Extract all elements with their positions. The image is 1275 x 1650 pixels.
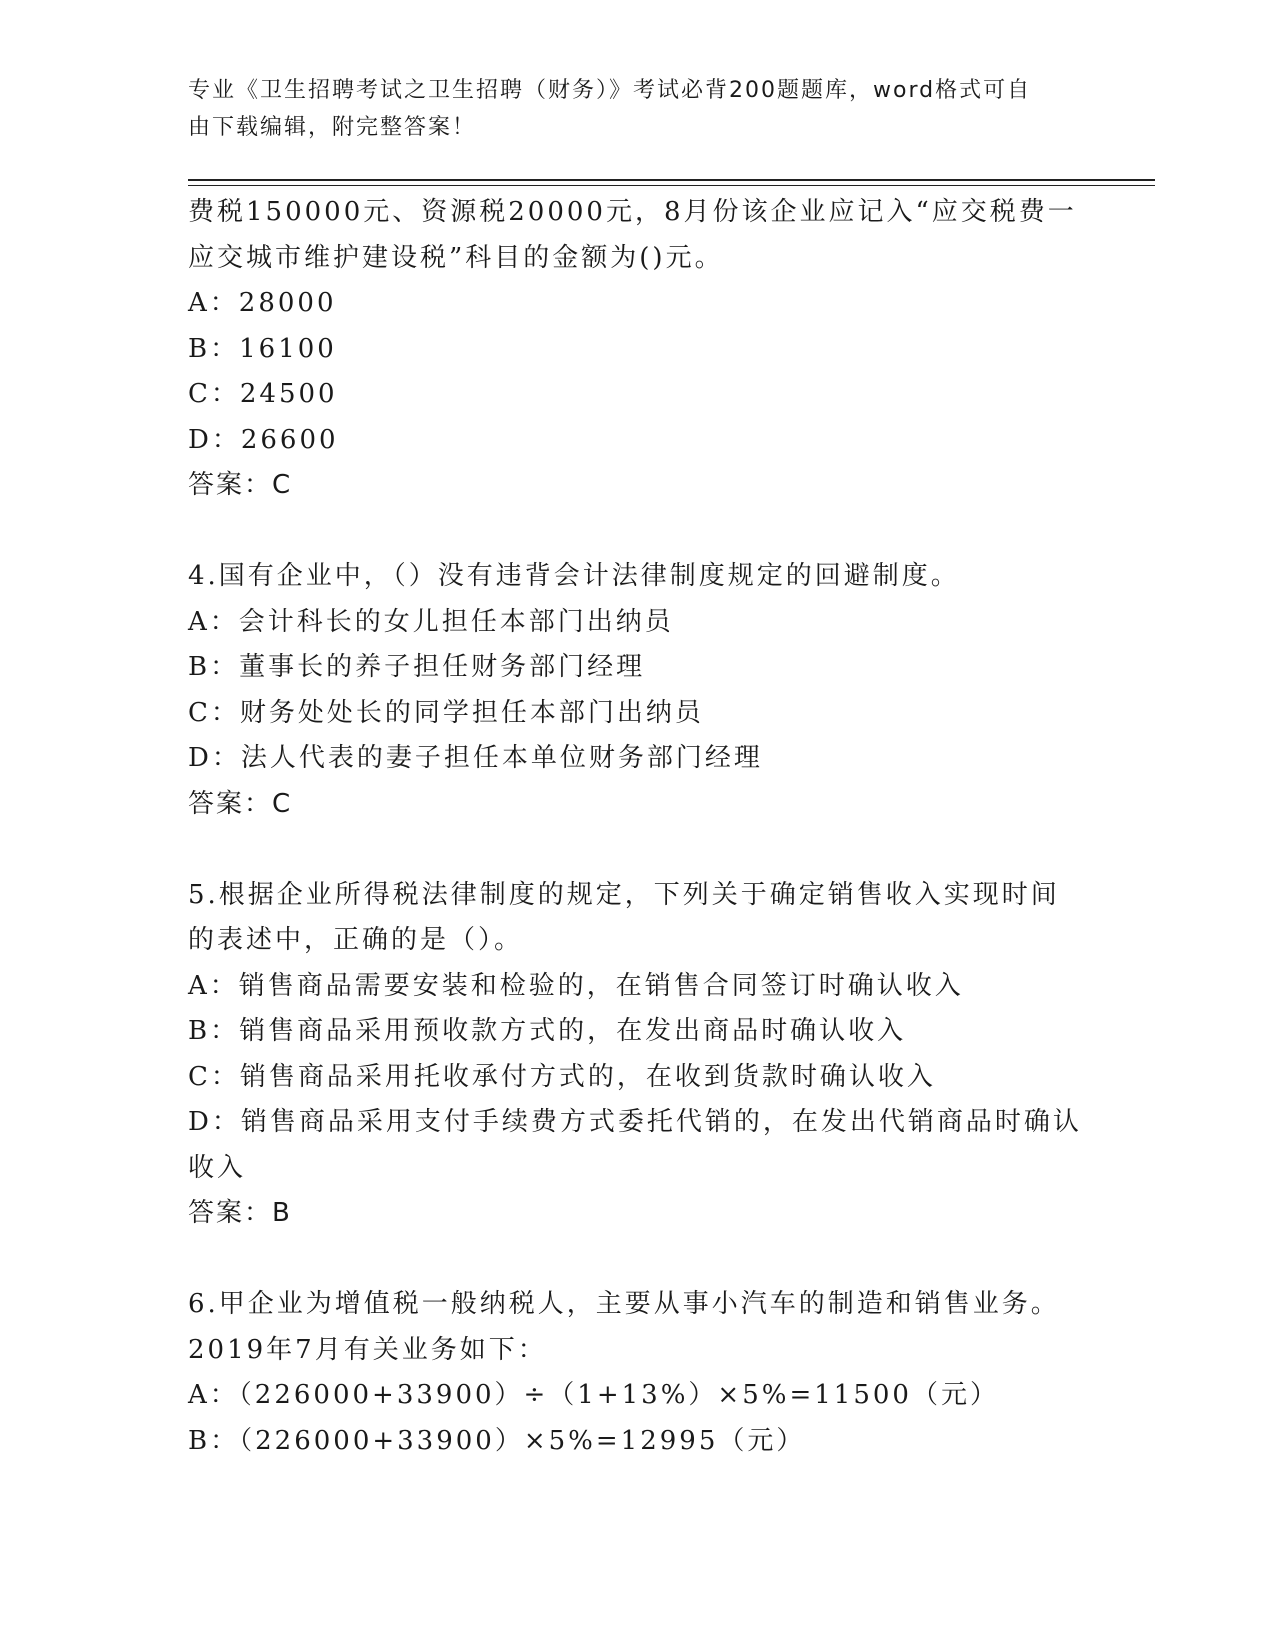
question-3	[188, 190, 1088, 509]
header-line-2: 由下载编辑，附完整答案！	[188, 115, 477, 140]
option-b: B：（226000+33900）×5%=12995（元）	[188, 1425, 806, 1456]
option-c: C：销售商品采用托收承付方式的，在收到货款时确认收入	[188, 1061, 936, 1092]
question-6	[188, 1282, 1088, 1464]
option-a: A：（226000+33900）÷（1+13%）×5%=11500（元）	[188, 1380, 999, 1410]
option-a: A：28000	[188, 288, 337, 318]
question-stem: 6.甲企业为增值税一般纳税人，主要从事小汽车的制造和销售业务。	[188, 1289, 1060, 1319]
spacer	[188, 1237, 1088, 1283]
option-b: B：16100	[188, 333, 337, 364]
option-b: B：销售商品采用预收款方式的，在发出商品时确认收入	[188, 1016, 907, 1046]
spacer	[188, 509, 1088, 555]
option-a: A：销售商品需要安装和检验的，在销售合同签订时确认收入	[188, 970, 964, 1001]
header-line-1: 专业《卫生招聘考试之卫生招聘（财务）》考试必背200题题库，word格式可自	[188, 78, 1032, 103]
question-stem: 的表述中，正确的是（）。	[188, 925, 524, 955]
document-body	[188, 190, 1088, 1464]
answer-line: 答案：B	[188, 1198, 292, 1228]
spacer	[188, 827, 1088, 873]
question-stem: 应交城市维护建设税”科目的金额为()元。	[188, 242, 724, 273]
option-c: C：24500	[188, 379, 338, 409]
header-rule-thin	[188, 185, 1155, 186]
option-d: D：法人代表的妻子担任本单位财务部门经理	[188, 743, 763, 773]
option-d: D：26600	[188, 424, 339, 455]
option-c: C：财务处处长的同学担任本部门出纳员	[188, 697, 704, 728]
question-4	[188, 554, 1088, 827]
option-b: B：董事长的养子担任财务部门经理	[188, 652, 646, 682]
header-rule-thick	[188, 179, 1155, 181]
question-stem: 4.国有企业中，（）没有违背会计法律制度规定的回避制度。	[188, 561, 960, 591]
answer-line: 答案：C	[188, 470, 293, 500]
answer-line: 答案：C	[188, 788, 293, 819]
option-d-continued: 收入	[188, 1152, 247, 1183]
document-header	[188, 72, 1068, 146]
question-stem: 费税150000元、资源税20000元，8月份该企业应记入“应交税费一	[188, 197, 1077, 227]
question-stem: 2019年7月有关业务如下：	[188, 1334, 547, 1365]
question-stem: 5.根据企业所得税法律制度的规定，下列关于确定销售收入实现时间	[188, 879, 1060, 910]
question-5	[188, 873, 1088, 1237]
option-a: A：会计科长的女儿担任本部门出纳员	[188, 606, 674, 637]
option-d: D：销售商品采用支付手续费方式委托代销的，在发出代销商品时确认	[188, 1107, 1082, 1137]
